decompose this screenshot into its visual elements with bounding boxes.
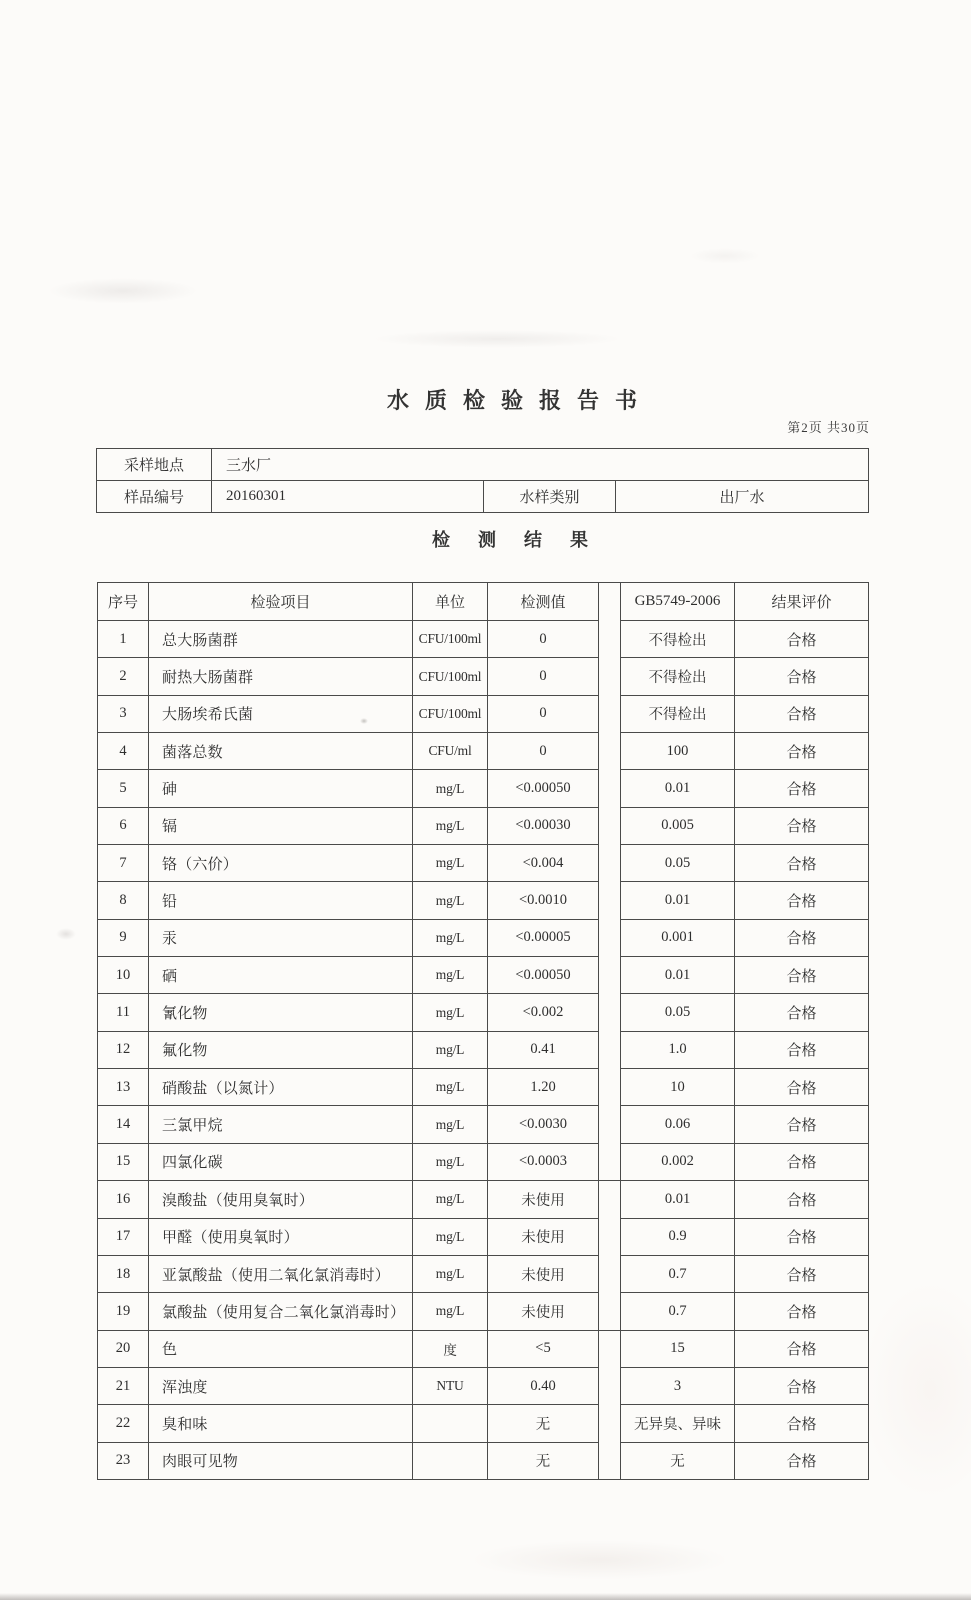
row-no: 8 [98,882,149,919]
row-no: 20 [98,1330,149,1367]
row-evaluation: 合格 [735,1330,869,1367]
row-standard: 无 [621,1442,735,1479]
row-unit: mg/L [413,1181,488,1218]
row-item: 耐热大肠菌群 [149,658,413,695]
row-standard: 0.005 [621,807,735,844]
row-no: 19 [98,1293,149,1330]
row-evaluation: 合格 [735,1442,869,1479]
row-item: 肉眼可见物 [149,1442,413,1479]
row-unit: CFU/100ml [413,658,488,695]
scan-smudge [690,248,760,264]
sample-info-table [96,448,869,513]
row-standard: 0.01 [621,957,735,994]
row-value: <0.00050 [488,770,599,807]
table-gap-strip [599,583,621,621]
table-gap-strip [599,621,621,658]
row-item: 汞 [149,919,413,956]
row-evaluation: 合格 [735,994,869,1031]
row-evaluation: 合格 [735,695,869,732]
table-row [98,1218,869,1255]
table-gap-strip [599,658,621,695]
sample-info-row-number [97,481,869,513]
water-type-label: 水样类别 [484,481,616,513]
table-gap-strip [599,994,621,1031]
row-no: 18 [98,1255,149,1292]
row-value: <0.00050 [488,957,599,994]
page-indicator: 第2页 共30页 [787,420,870,435]
table-gap-strip [599,1106,621,1143]
header-item: 检验项目 [149,583,413,621]
row-unit: mg/L [413,957,488,994]
row-evaluation: 合格 [735,845,869,882]
row-no: 21 [98,1367,149,1404]
table-row [98,621,869,658]
row-standard: 0.05 [621,994,735,1031]
header-evaluation: 结果评价 [735,583,869,621]
row-value: 1.20 [488,1069,599,1106]
row-unit: mg/L [413,1293,488,1330]
row-evaluation: 合格 [735,1255,869,1292]
table-row [98,733,869,770]
table-row [98,919,869,956]
table-row [98,1330,869,1367]
row-evaluation: 合格 [735,957,869,994]
row-item: 铅 [149,882,413,919]
scan-smudge [372,330,622,348]
row-standard: 10 [621,1069,735,1106]
header-standard: GB5749-2006 [621,583,735,621]
table-gap-strip [599,1218,621,1255]
row-evaluation: 合格 [735,1405,869,1442]
row-item: 溴酸盐（使用臭氧时） [149,1181,413,1218]
row-value: <0.004 [488,845,599,882]
row-evaluation: 合格 [735,882,869,919]
sample-info-row-location [97,449,869,481]
table-row [98,1181,869,1218]
row-no: 12 [98,1031,149,1068]
row-evaluation: 合格 [735,770,869,807]
row-value: 无 [488,1442,599,1479]
row-no: 4 [98,733,149,770]
row-value: <0.0010 [488,882,599,919]
water-type-value: 出厂水 [616,481,869,513]
row-value: <0.002 [488,994,599,1031]
table-gap-strip [599,1330,621,1367]
header-unit: 单位 [413,583,488,621]
table-gap-strip [599,1367,621,1404]
row-value: 未使用 [488,1293,599,1330]
row-item: 氟化物 [149,1031,413,1068]
row-unit: mg/L [413,1106,488,1143]
row-evaluation: 合格 [735,1031,869,1068]
row-evaluation: 合格 [735,1218,869,1255]
row-standard: 0.7 [621,1293,735,1330]
row-evaluation: 合格 [735,1106,869,1143]
table-gap-strip [599,1031,621,1068]
row-item: 砷 [149,770,413,807]
row-unit: mg/L [413,1143,488,1180]
table-gap-strip [599,957,621,994]
table-row [98,1106,869,1143]
row-no: 13 [98,1069,149,1106]
row-value: <0.00005 [488,919,599,956]
row-value: <0.0030 [488,1106,599,1143]
row-unit: mg/L [413,770,488,807]
row-standard: 15 [621,1330,735,1367]
row-item: 铬（六价） [149,845,413,882]
row-no: 7 [98,845,149,882]
row-standard: 0.01 [621,882,735,919]
table-gap-strip [599,1255,621,1292]
row-value: 0 [488,621,599,658]
row-unit: 度 [413,1330,488,1367]
sampling-location-label: 采样地点 [97,449,212,481]
row-standard: 1.0 [621,1031,735,1068]
row-evaluation: 合格 [735,1293,869,1330]
row-unit: mg/L [413,1069,488,1106]
row-no: 11 [98,994,149,1031]
table-gap-strip [599,1405,621,1442]
row-no: 2 [98,658,149,695]
row-no: 10 [98,957,149,994]
scan-smudge [860,1280,971,1500]
row-no: 5 [98,770,149,807]
table-gap-strip [599,1293,621,1330]
row-unit: NTU [413,1367,488,1404]
sample-number-label: 样品编号 [97,481,212,513]
table-row [98,1031,869,1068]
row-item: 色 [149,1330,413,1367]
table-gap-strip [599,807,621,844]
scan-smudge [48,278,198,304]
row-item: 硝酸盐（以氮计） [149,1069,413,1106]
table-gap-strip [599,1442,621,1479]
row-standard: 无异臭、异味 [621,1405,735,1442]
row-standard: 0.01 [621,1181,735,1218]
row-unit: mg/L [413,882,488,919]
table-row [98,1405,869,1442]
row-no: 1 [98,621,149,658]
row-evaluation: 合格 [735,733,869,770]
row-value: <5 [488,1330,599,1367]
row-evaluation: 合格 [735,1143,869,1180]
row-evaluation: 合格 [735,1069,869,1106]
row-standard: 不得检出 [621,695,735,732]
table-gap-strip [599,733,621,770]
table-row [98,695,869,732]
row-no: 16 [98,1181,149,1218]
row-item: 亚氯酸盐（使用二氧化氯消毒时） [149,1255,413,1292]
row-standard: 0.01 [621,770,735,807]
results-table-body [98,621,869,1480]
row-item: 浑浊度 [149,1367,413,1404]
table-row [98,658,869,695]
table-row [98,1069,869,1106]
row-standard: 100 [621,733,735,770]
row-unit: mg/L [413,1031,488,1068]
row-unit [413,1405,488,1442]
row-unit [413,1442,488,1479]
row-evaluation: 合格 [735,1367,869,1404]
scan-smudge [56,928,76,940]
row-evaluation: 合格 [735,658,869,695]
row-evaluation: 合格 [735,919,869,956]
table-row [98,1442,869,1479]
row-unit: mg/L [413,994,488,1031]
row-value: 未使用 [488,1255,599,1292]
row-item: 氯酸盐（使用复合二氧化氯消毒时） [149,1293,413,1330]
row-standard: 0.001 [621,919,735,956]
results-header-row [98,583,869,621]
row-no: 14 [98,1106,149,1143]
row-unit: mg/L [413,807,488,844]
table-row [98,1367,869,1404]
row-no: 6 [98,807,149,844]
table-gap-strip [599,1069,621,1106]
row-no: 22 [98,1405,149,1442]
table-gap-strip [599,695,621,732]
row-no: 23 [98,1442,149,1479]
row-value: 0 [488,695,599,732]
row-unit: CFU/100ml [413,621,488,658]
row-item: 镉 [149,807,413,844]
table-row [98,994,869,1031]
results-table [97,582,869,1480]
table-gap-strip [599,845,621,882]
row-no: 17 [98,1218,149,1255]
table-row [98,845,869,882]
table-gap-strip [599,882,621,919]
row-value: 无 [488,1405,599,1442]
row-standard: 0.05 [621,845,735,882]
table-gap-strip [599,1143,621,1180]
scan-bottom-edge [0,1593,971,1600]
row-item: 菌落总数 [149,733,413,770]
row-standard: 不得检出 [621,658,735,695]
row-item: 三氯甲烷 [149,1106,413,1143]
table-row [98,957,869,994]
row-standard: 不得检出 [621,621,735,658]
table-row [98,882,869,919]
row-value: 0 [488,658,599,695]
row-unit: mg/L [413,1255,488,1292]
row-unit: CFU/ml [413,733,488,770]
row-item: 硒 [149,957,413,994]
table-row [98,1255,869,1292]
row-item: 总大肠菌群 [149,621,413,658]
row-value: 0.41 [488,1031,599,1068]
row-value: 未使用 [488,1218,599,1255]
row-value: <0.0003 [488,1143,599,1180]
row-evaluation: 合格 [735,807,869,844]
table-gap-strip [599,1181,621,1218]
row-standard: 0.9 [621,1218,735,1255]
scan-smudge [470,1540,730,1580]
row-value: 未使用 [488,1181,599,1218]
row-standard: 0.002 [621,1143,735,1180]
row-value: 0 [488,733,599,770]
row-no: 9 [98,919,149,956]
row-no: 3 [98,695,149,732]
row-item: 四氯化碳 [149,1143,413,1180]
table-gap-strip [599,770,621,807]
section-title: 检测结果 [432,530,616,550]
table-row [98,1143,869,1180]
header-value: 检测值 [488,583,599,621]
table-row [98,807,869,844]
table-row [98,770,869,807]
row-evaluation: 合格 [735,621,869,658]
table-row [98,1293,869,1330]
row-standard: 0.7 [621,1255,735,1292]
row-unit: mg/L [413,919,488,956]
row-standard: 3 [621,1367,735,1404]
row-no: 15 [98,1143,149,1180]
row-value: <0.00030 [488,807,599,844]
row-unit: mg/L [413,1218,488,1255]
sampling-location-value: 三水厂 [212,449,869,481]
row-item: 大肠埃希氏菌 [149,695,413,732]
header-no: 序号 [98,583,149,621]
sample-number-value: 20160301 [212,481,484,513]
row-item: 氰化物 [149,994,413,1031]
row-item: 臭和味 [149,1405,413,1442]
table-gap-strip [599,919,621,956]
document-title: 水质检验报告书 [386,388,654,413]
row-unit: CFU/100ml [413,695,488,732]
row-item: 甲醛（使用臭氧时） [149,1218,413,1255]
row-unit: mg/L [413,845,488,882]
row-evaluation: 合格 [735,1181,869,1218]
row-standard: 0.06 [621,1106,735,1143]
row-value: 0.40 [488,1367,599,1404]
